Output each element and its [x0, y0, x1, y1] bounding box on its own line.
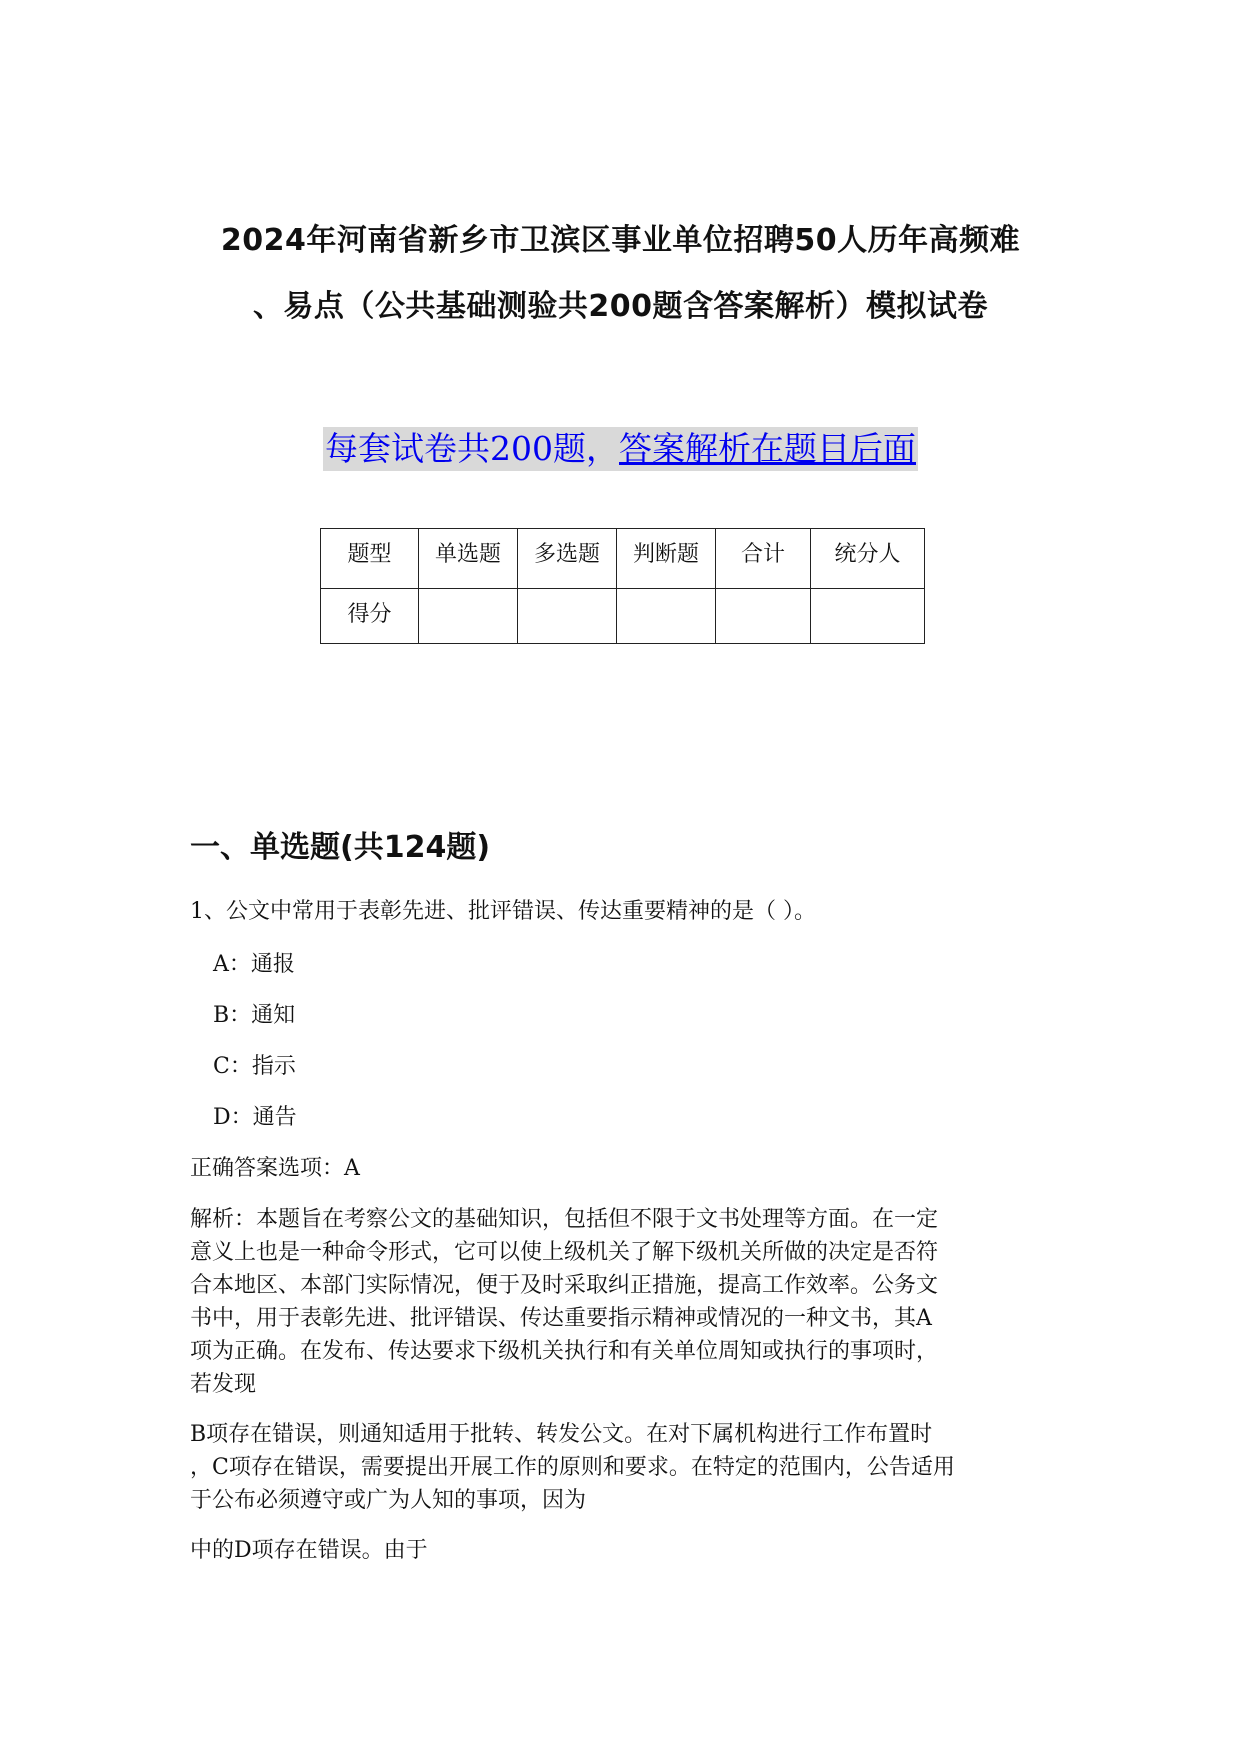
analysis-paragraph-3: 中的D项存在错误。由于 — [190, 1538, 428, 1563]
subtitle — [323, 427, 918, 471]
score-cell-judge[interactable] — [617, 589, 716, 644]
answer-location-link[interactable]: 答案解析在题目后面 — [619, 429, 916, 468]
header-cell-type: 题型 — [321, 529, 419, 589]
option-b: B：通知 — [213, 1003, 296, 1028]
subtitle-banner — [0, 427, 1241, 471]
question-stem: 1、公文中常用于表彰先进、批评错误、传达重要精神的是（ ）。 — [190, 899, 816, 924]
section-heading: 一、单选题(共124题) — [190, 830, 491, 865]
score-table-header-row — [321, 529, 925, 589]
subtitle-text: 每套试卷共200题， — [325, 429, 619, 468]
header-cell-scorer: 统分人 — [811, 529, 925, 589]
header-cell-judge: 判断题 — [617, 529, 716, 589]
header-cell-multi: 多选题 — [518, 529, 617, 589]
score-table — [320, 528, 925, 644]
score-row-label: 得分 — [321, 589, 419, 644]
analysis-paragraph-2: B项存在错误，则通知适用于批转、转发公文。在对下属机构进行工作布置时 ，C项存在错误，需要提出开展工作的原则和要求。在特定的范围内，公告适用 于公布必须遵守或广为人知的事项，因为 — [190, 1422, 955, 1513]
option-a: A：通报 — [213, 952, 295, 977]
score-table-score-row — [321, 589, 925, 644]
correct-answer: 正确答案选项：A — [190, 1156, 360, 1181]
score-cell-scorer[interactable] — [811, 589, 925, 644]
header-cell-single: 单选题 — [419, 529, 518, 589]
header-cell-total: 合计 — [716, 529, 811, 589]
document-title — [150, 208, 1091, 340]
option-c: C：指示 — [213, 1054, 296, 1079]
score-cell-single[interactable] — [419, 589, 518, 644]
score-cell-multi[interactable] — [518, 589, 617, 644]
title-line-2: 、易点（公共基础测验共200题含答案解析）模拟试卷 — [252, 289, 989, 324]
analysis-paragraph-1: 解析：本题旨在考察公文的基础知识，包括但不限于文书处理等方面。在一定 意义上也是一种命令形式，它可以使上级机关了解下级机关所做的决定是否符 合本地区、本部门实际情况，便于及时采取纠正措施，提高工作效率。公务文 书中，用于表彰先进、批评错误、传达重要指示精神或情况的一种文书，其A 项为正确。在发布、传达要求下级机关执行和有关单位周知或执行的事项时， 若发现 — [190, 1207, 939, 1397]
score-cell-total[interactable] — [716, 589, 811, 644]
title-line-1: 2024年河南省新乡市卫滨区事业单位招聘50人历年高频难 — [220, 223, 1021, 258]
option-d: D：通告 — [213, 1105, 297, 1130]
